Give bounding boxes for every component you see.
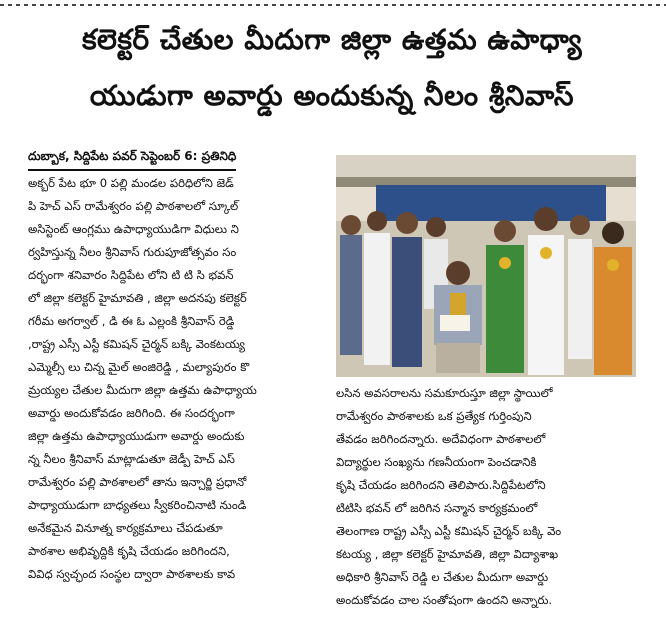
article-line: కృషి చేయడం జరిగిందని తెలిపారు.సిద్దిపేటలోని [336, 478, 546, 492]
article-line: మ్రయ్యల చేతుల మీదుగా జిల్లా ఉత్తమ ఉపాధ్యాయ [28, 383, 257, 397]
article-line: దర్భంగా శనివారం సిద్దిపేట లోని టి టి సి భవన్ [28, 268, 234, 282]
article-line: అసిస్టెంట్ ఆంగ్లము ఉపాధ్యాయుడిగా విధులు ని [28, 222, 239, 236]
article-line: అధికారి శ్రీనివాస్ రెడ్డి ల చేతుల మీదుగా అవార్డు [336, 570, 549, 584]
article-line: న్న నీలం శ్రీనివాస్ మాట్లాడుతూ జెడ్పీ హెచ్ ఎస్ [28, 452, 235, 466]
article-line: విద్యార్థుల సంఖ్యను గణనీయంగా పెంచడానికి [336, 455, 537, 469]
article-line: రామేశ్వరం పాఠశాలకు ఒక ప్రత్యేక గుర్తింపుని [336, 409, 532, 423]
top-dashed-rule [0, 4, 666, 6]
article-line: అందుకోవడం చాల సంతోషంగా ఉందని అన్నారు. [336, 593, 553, 607]
article-line: ర్వహిస్తున్న నీలం శ్రీనివాస్ గురుపూజోత్సవం సం [28, 245, 237, 259]
article-line: ,రాష్ట్ర ఎస్సీ ఎస్టీ కమిషన్ చైర్మన్ బక్కి వెంకటయ్య [28, 337, 245, 351]
article-line: లో జిల్లా కలెక్టర్ హైమావతి , జిల్లా అదనపు కలెక్టర్ [28, 291, 247, 305]
article-line: పాధ్యాయుడుగా బాధ్యతలు స్వీకరించినాటి నుండి [28, 498, 247, 512]
article-line: వివిధ స్వచ్ఛంద సంస్థల ద్వారా పాఠశాలకు కావ [28, 567, 236, 581]
article-line: లసిన అవసరాలను సమకూరుస్తూ జిల్లా స్థాయిలో [336, 386, 553, 400]
headline-line-1: కలెక్టర్ చేతుల మీదుగా జిల్లా ఉత్తమ ఉపాధ్యా [81, 23, 583, 56]
article-line: అనేకమైన వినూత్న కార్యక్రమాలు చేపడుతూ [28, 521, 223, 535]
article-line: అవార్డు అందుకోవడం జరిగింది. ఈ సందర్భంగా [28, 406, 235, 420]
article-line: తెలంగాణ రాష్ట్ర ఎస్సీ ఎస్టీ కమిషన్ చైర్మన్ బక్కి వెం [336, 524, 562, 538]
article-line: జిల్లా ఉత్తమ ఉపాధ్యాయుడుగా అవార్డు అందుకు [28, 429, 245, 443]
headline-line-2: యుడుగా అవార్డు అందుకున్న నీలం శ్రీనివాస్ [89, 79, 575, 112]
article-body-right [336, 382, 636, 612]
article-body-left [28, 172, 328, 586]
headline [6, 12, 658, 124]
award-ceremony-photo [336, 155, 636, 377]
article-line: ఎమ్మెల్సీ లు చిన్న మైల్ అంజిరెడ్డి , మల్యాపురం కొ [28, 360, 250, 374]
article-line: అక్బర్ పేట భూ 0 పల్లి మండల పరిధిలోని జెడ్ [28, 176, 234, 190]
article-line: పి హెచ్ ఎస్ రామేశ్వరం పల్లి పాఠశాలలో స్కూల్ [28, 199, 239, 213]
article-line: తేవడం జరిగిందన్నారు. అదేవిధంగా పాఠశాలలో [336, 432, 546, 446]
dateline: దుబ్బాక, సిద్దిపేట పవర్ సెప్టెంబర్ 6: ప్రతినిధి [28, 149, 236, 171]
article-line: పాఠశాల అభివృద్దికి కృషి చేయడం జరిగిందని, [28, 544, 230, 558]
article-line: కటయ్య , జిల్లా కలెక్టర్ హైమావతి, జిల్లా విద్యాశాఖ [336, 547, 559, 561]
article-line: గరీమ అగర్వాల్ , డి ఈ ఓ ఎల్లంకి శ్రీనివాస్ రెడ్డి [28, 314, 235, 328]
article-line: టిటిసి భవన్ లో జరిగిన సన్మాన కార్యక్రమంలో [336, 501, 538, 515]
article-line: రామేశ్వరం పల్లి పాఠశాలలో తాను ఇన్చార్జి ప్రధానో [28, 475, 247, 489]
photo-illustration [336, 155, 636, 377]
